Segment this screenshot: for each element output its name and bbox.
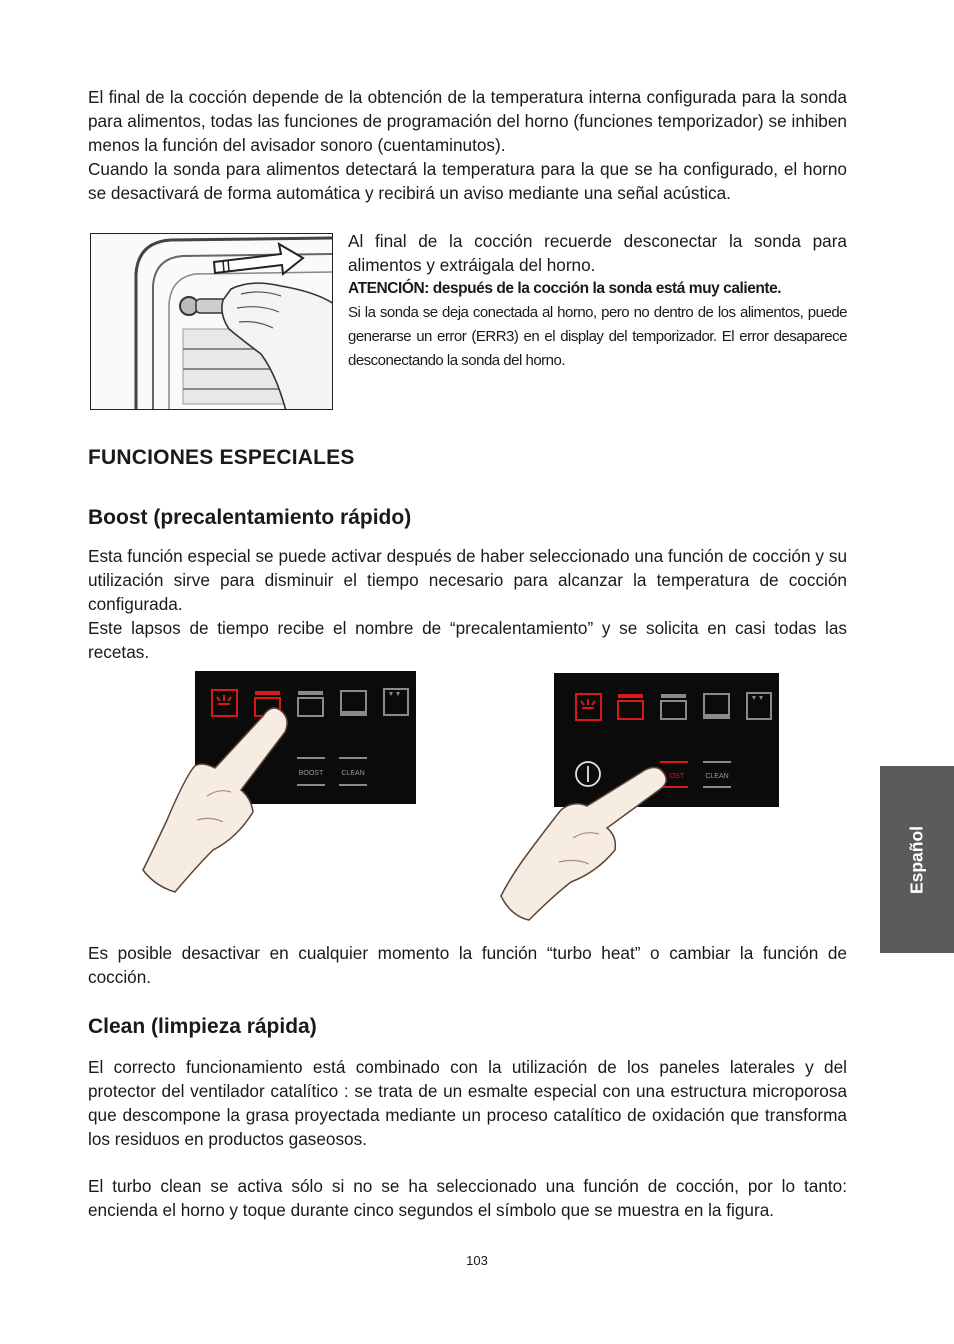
intro-line-1: El final de la cocción depende de la obtención de la temperatura interna configurada para la sonda para alimentos, todas las funciones de programación del horno (funciones temporizador) se inhiben menos la función del avisador sonoro (cuentaminutos). bbox=[88, 87, 847, 155]
probe-warning-body: Si la sonda se deja conectada al horno, pero no dentro de los alimentos, puede generarse un error (ERR3) en el display del temporizador. El error desaparece desconectando la sonda del horno. bbox=[348, 304, 847, 369]
boost-label-active: OST bbox=[669, 773, 685, 780]
language-tab bbox=[880, 766, 954, 953]
clean-paragraph-2: El turbo clean se activa sólo si no se ha seleccionado una función de cocción, por lo tanto: encienda el horno y toque durante cinco segundos el símbolo que se muestra en la figura. bbox=[88, 1176, 847, 1220]
probe-removal-illustration bbox=[90, 233, 333, 410]
boost-deactivate-paragraph: Es posible desactivar en cualquier momento la función “turbo heat” o cambiar la función de cocción. bbox=[88, 943, 847, 987]
probe-note bbox=[348, 229, 847, 373]
intro-line-2: Cuando la sonda para alimentos detectará la temperatura para la que se ha configurado, el horno se desactivará de forma automática y recibirá un aviso mediante una señal acústica. bbox=[88, 159, 847, 203]
clean-label: CLEAN bbox=[341, 770, 365, 777]
boost-paragraph-1: Esta función especial se puede activar después de haber seleccionado una función de cocción y su utilización sirve para disminuir el tiempo necesario para alcanzar la temperatura de cocción configurada. bbox=[88, 546, 847, 614]
clean-label: CLEAN bbox=[705, 773, 729, 780]
language-tab-label: Español bbox=[906, 825, 927, 894]
boost-description bbox=[88, 544, 847, 664]
boost-panel-figure-2 bbox=[495, 672, 785, 922]
boost-label: BOOST bbox=[298, 770, 324, 777]
boost-heading: Boost (precalentamiento rápido) bbox=[88, 506, 412, 529]
boost-panel-figure-1 bbox=[135, 670, 420, 895]
section-title: FUNCIONES ESPECIALES bbox=[88, 446, 355, 469]
probe-note-text: Al final de la cocción recuerde desconectar la sonda para alimentos y extráigala del horno. bbox=[348, 231, 847, 275]
boost-paragraph-2: Este lapsos de tiempo recibe el nombre de “precalentamiento” y se solicita en casi todas las recetas. bbox=[88, 618, 847, 662]
intro-paragraph bbox=[88, 85, 847, 205]
probe-warning-title: ATENCIÓN: después de la cocción la sonda está muy caliente. bbox=[348, 280, 782, 297]
clean-heading: Clean (limpieza rápida) bbox=[88, 1015, 317, 1038]
clean-paragraph-1: El correcto funcionamiento está combinado con la utilización de los paneles laterales y del protector del ventilador catalítico : se trata de un esmalte especial con una estructura microporosa que descompone la grasa proyectada mediante un proceso catalítico de oxidación que transforma los residuos en productos gaseosos. bbox=[88, 1057, 847, 1149]
pull-arrow-icon bbox=[214, 244, 303, 274]
page-number: 103 bbox=[466, 1253, 488, 1268]
